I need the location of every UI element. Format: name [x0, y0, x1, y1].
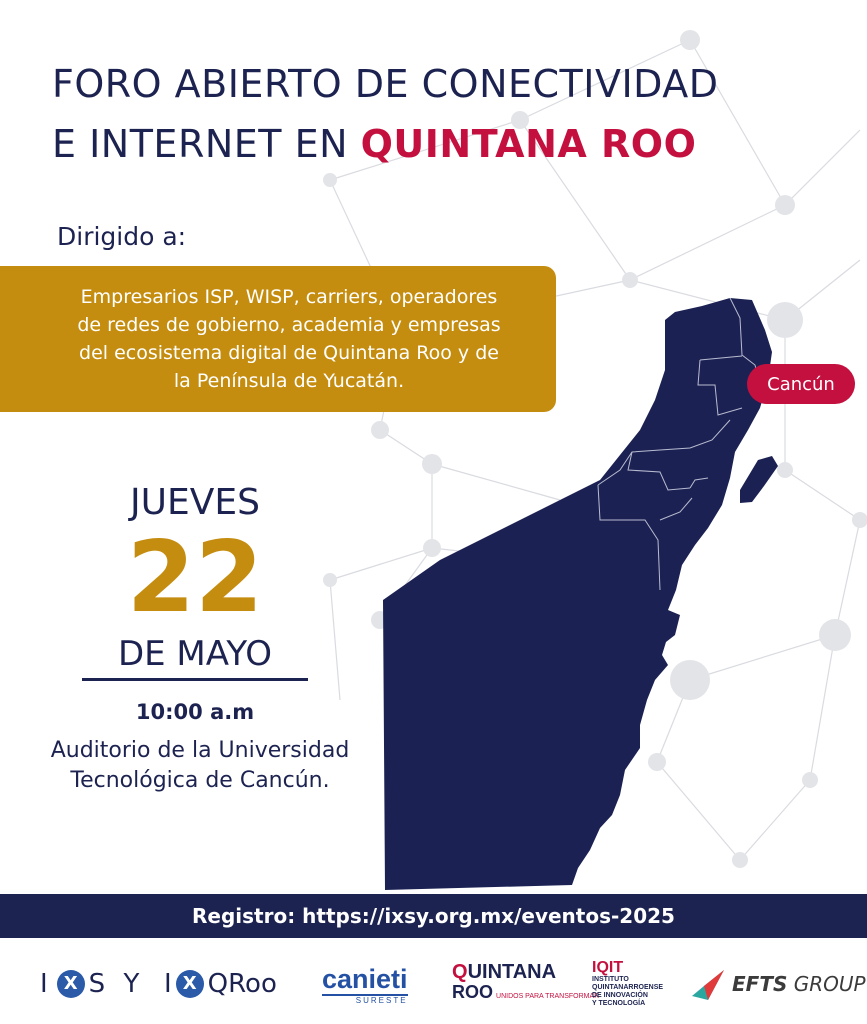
registration-bar	[0, 894, 867, 938]
roo-logo-line	[452, 982, 599, 1007]
audience-box	[0, 266, 556, 412]
ixqroo-logo-text: I	[164, 969, 172, 999]
audience-line: del ecosistema digital de Quintana Roo y de	[79, 342, 499, 364]
event-day: JUEVES	[130, 482, 260, 523]
iqit-line: Y TECNOLOGÍA	[592, 1000, 646, 1007]
audience-line: de redes de gobierno, academia y empresas	[77, 314, 501, 336]
quintana-text: UINTANA	[467, 960, 557, 983]
canieti-logo	[322, 958, 408, 1010]
q-mark: Q	[452, 960, 468, 983]
canieti-logo-text: canieti	[322, 963, 408, 994]
audience-heading: Dirigido a:	[57, 222, 187, 251]
date-divider	[82, 678, 308, 681]
event-date: 22	[126, 521, 264, 635]
venue-line-2: Tecnológica de Cancún.	[70, 768, 330, 793]
event-title	[52, 54, 852, 174]
quintana-logo-line	[452, 962, 556, 982]
title-line-2	[52, 114, 852, 174]
iqit-line: QUINTANARROENSE	[592, 984, 664, 991]
efts-group: GROUP	[787, 972, 866, 996]
audience-line: la Península de Yucatán.	[173, 370, 405, 392]
efts-logo-text	[732, 972, 866, 996]
ixsy-logo-text: I	[40, 969, 53, 999]
cozumel-island	[740, 456, 778, 503]
audience-text	[77, 283, 500, 395]
ixqroo-logo	[164, 958, 277, 1010]
ix-x-icon: X	[176, 970, 204, 998]
ixsy-logo	[40, 958, 144, 1010]
sponsor-logos	[0, 944, 867, 1024]
iqit-line: INSTITUTO	[592, 976, 629, 983]
ixsy-logo-text: S Y	[88, 969, 145, 999]
roo-text: ROO	[452, 981, 494, 1002]
iqit-logo	[592, 958, 663, 1010]
venue-line-1: Auditorio de la Universidad	[50, 738, 350, 763]
canieti-region: SURESTE	[355, 995, 408, 1005]
efts-bold: EFTS	[732, 972, 788, 996]
registration-link[interactable]: Registro: https://ixsy.org.mx/eventos-2025	[192, 904, 675, 928]
audience-line: Empresarios ISP, WISP, carriers, operadores	[80, 286, 498, 308]
iqit-acronym: IQIT	[592, 959, 624, 976]
title-line-2-prefix: E INTERNET EN	[52, 122, 361, 166]
title-accent: QUINTANA ROO	[360, 122, 697, 166]
roo-tagline: UNIDOS PARA TRANSFORMAR	[496, 992, 600, 1000]
iqit-line: DE INNOVACIÓN	[592, 992, 648, 999]
cancun-label: Cancún	[747, 364, 855, 404]
title-line-1: FORO ABIERTO DE CONECTIVIDAD	[52, 62, 719, 106]
event-month: DE MAYO	[117, 634, 273, 674]
ixqroo-logo-text: QRoo	[207, 969, 277, 999]
quintana-roo-logo	[452, 958, 599, 1010]
event-time: 10:00 a.m	[135, 700, 255, 724]
efts-arrow-icon	[690, 966, 726, 1002]
ix-x-icon: X	[57, 970, 85, 998]
event-venue	[10, 736, 390, 796]
efts-group-logo	[690, 958, 866, 1010]
